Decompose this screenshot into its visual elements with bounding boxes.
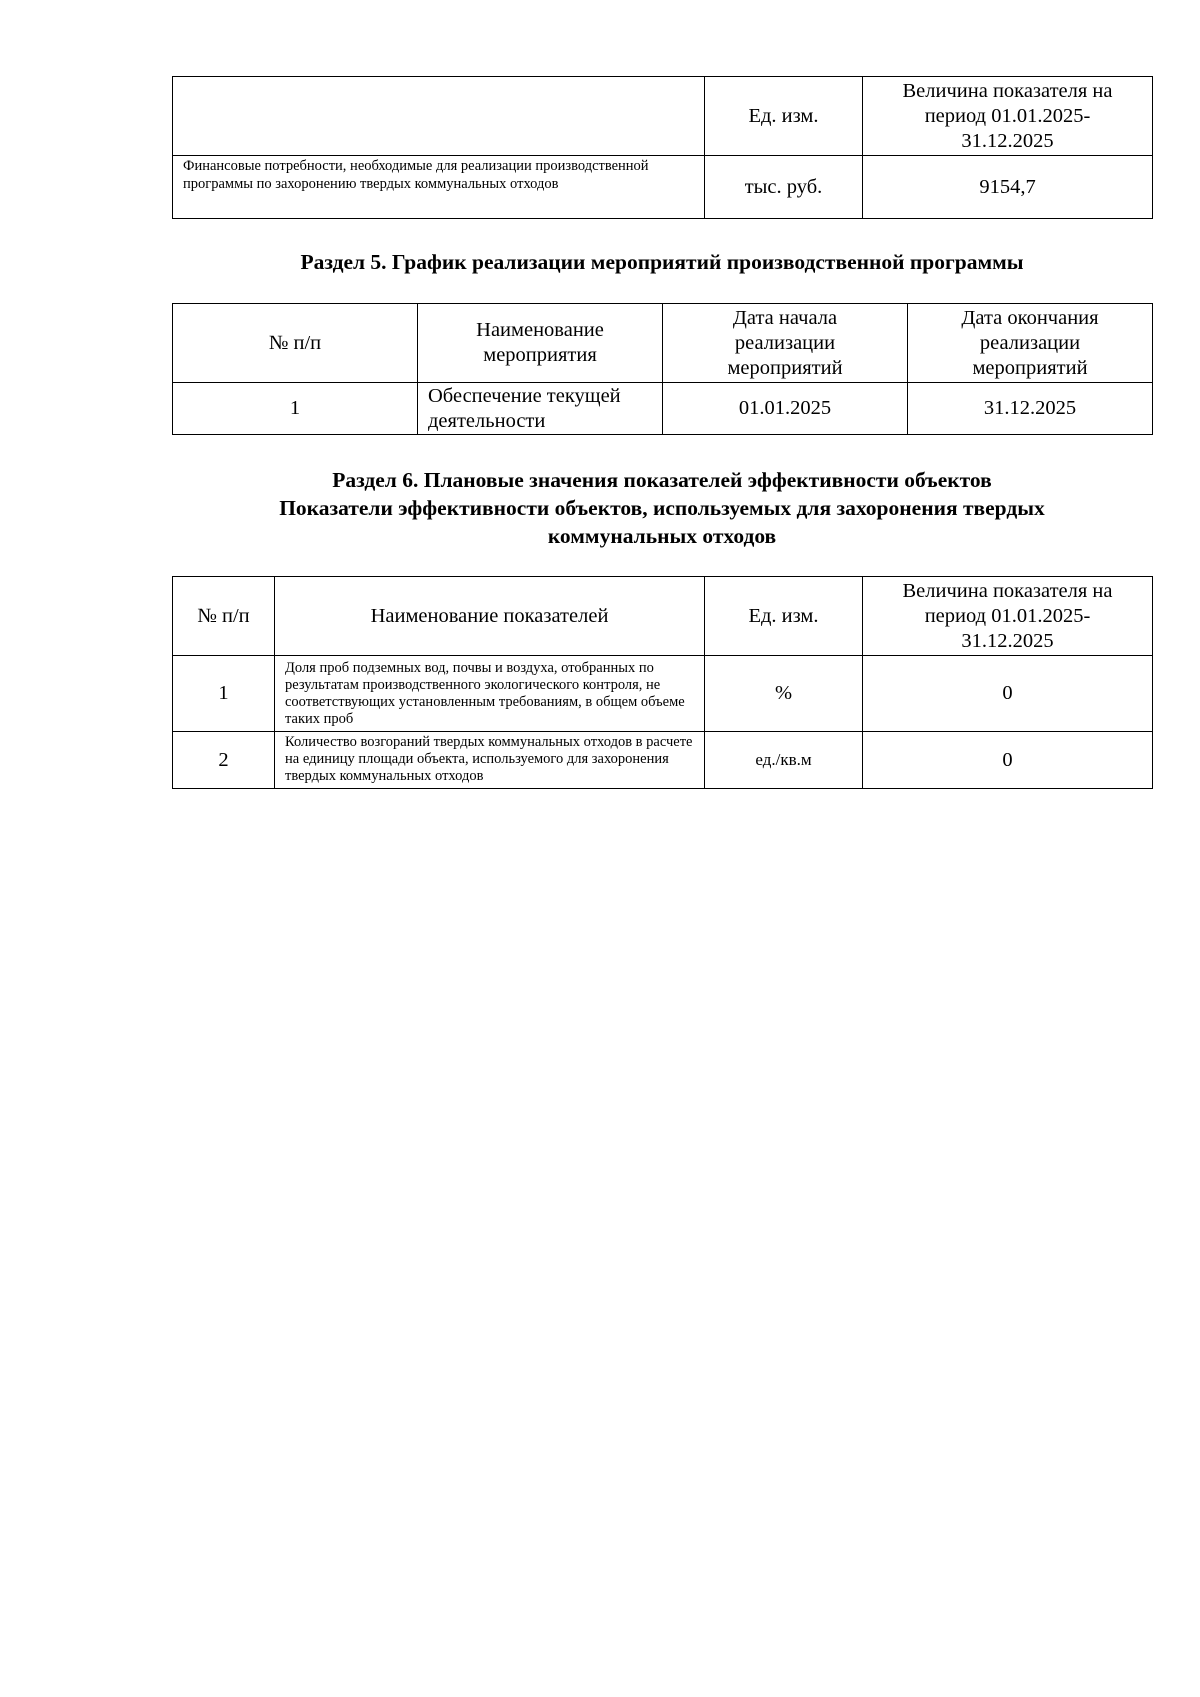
financial-needs-label: Финансовые потребности, необходимые для реализации производственной программы по захоронению твердых коммунальных отходов — [173, 156, 705, 219]
efficiency-table — [172, 576, 1153, 789]
header-value: Величина показателя на период 01.01.2025-31.12.2025 — [863, 77, 1153, 156]
financial-needs-unit: тыс. руб. — [705, 156, 863, 219]
section5-title: Раздел 5. График реализации мероприятий производственной программы — [300, 250, 1024, 274]
section6-title: Раздел 6. Плановые значения показателей эффективности объектов — [332, 468, 992, 492]
financial-needs-table — [172, 76, 1153, 219]
schedule-row-start: 01.01.2025 — [663, 383, 908, 435]
schedule-header-name: Наименование мероприятия — [418, 304, 663, 383]
schedule-table — [172, 303, 1153, 435]
efficiency-row-unit: ед./кв.м — [705, 732, 863, 789]
efficiency-header-value: Величина показателя на период 01.01.2025-31.12.2025 — [863, 577, 1153, 656]
efficiency-row-num: 1 — [173, 656, 275, 732]
efficiency-row-unit: % — [705, 656, 863, 732]
schedule-row-end: 31.12.2025 — [908, 383, 1153, 435]
schedule-row-name: Обеспечение текущей деятельности — [418, 383, 663, 435]
efficiency-row-name: Доля проб подземных вод, почвы и воздуха, отобранных по результатам производственного экологического контроля, не соответствующих установленным требованиям, в общем объеме таких проб — [275, 656, 705, 732]
table-row — [173, 656, 1153, 732]
schedule-header-end: Дата окончания реализации мероприятий — [908, 304, 1153, 383]
efficiency-row-value: 0 — [863, 656, 1153, 732]
efficiency-row-value: 0 — [863, 732, 1153, 789]
efficiency-header-num: № п/п — [173, 577, 275, 656]
schedule-header-num: № п/п — [173, 304, 418, 383]
efficiency-row-num: 2 — [173, 732, 275, 789]
efficiency-header-unit: Ед. изм. — [705, 577, 863, 656]
table-row — [173, 732, 1153, 789]
schedule-header-start: Дата начала реализации мероприятий — [663, 304, 908, 383]
header-unit: Ед. изм. — [705, 77, 863, 156]
header-empty-cell — [173, 77, 705, 156]
table-row — [173, 383, 1153, 435]
section6-heading — [172, 466, 1152, 550]
schedule-row-num: 1 — [173, 383, 418, 435]
financial-needs-value: 9154,7 — [863, 156, 1153, 219]
section6-subtitle: Показатели эффективности объектов, используемых для захоронения твердых коммунальных отходов — [279, 496, 1045, 548]
efficiency-row-name: Количество возгораний твердых коммунальных отходов в расчете на единицу площади объекта, используемого для захоронения твердых коммунальных отходов — [275, 732, 705, 789]
efficiency-header-name: Наименование показателей — [275, 577, 705, 656]
